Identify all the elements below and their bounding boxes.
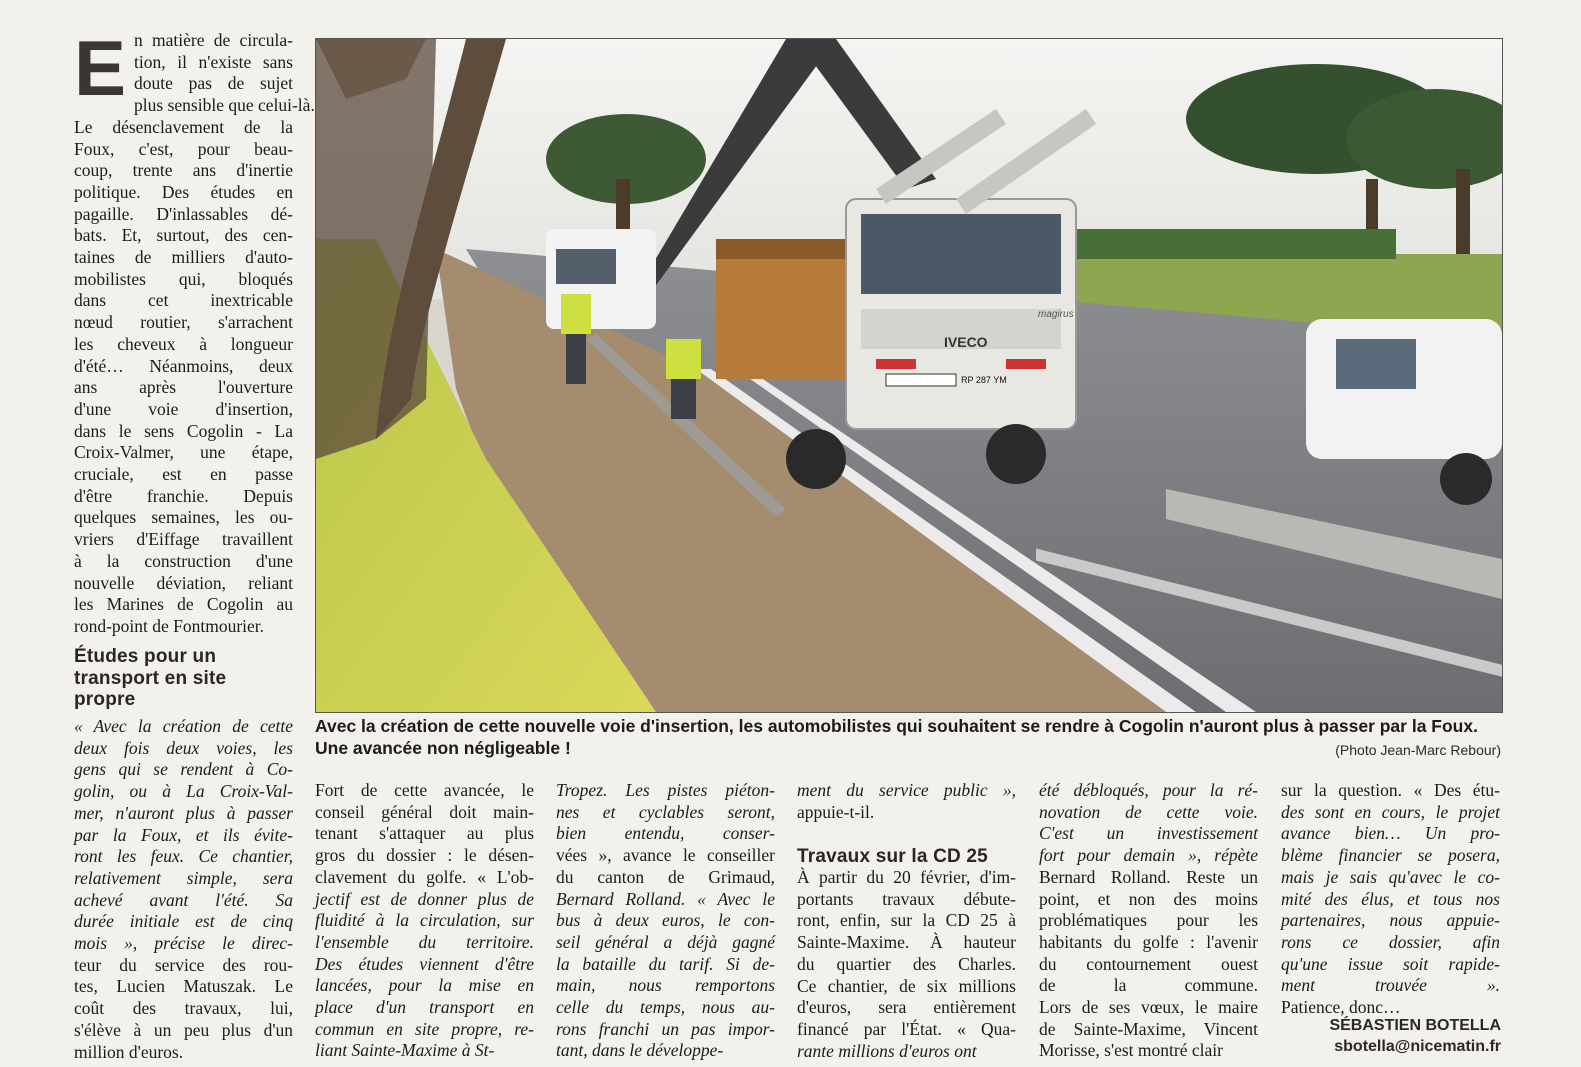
- text-line: d'euros, sera entièrement: [797, 997, 1016, 1018]
- text-line: durée initiale est de cinq: [74, 911, 293, 932]
- truck-model-label: magirus: [1038, 309, 1074, 320]
- text-line: s'élève à un peu plus d'un: [74, 1019, 293, 1040]
- column-5: [1039, 780, 1258, 1062]
- text-line: Fort de cette avancée, le: [315, 780, 534, 800]
- text-line: politique. Des études en: [74, 181, 293, 202]
- photo-caption: Avec la création de cette nouvelle voie d'insertion, les automobilistes qui souhaitent se rendre à Cogolin n'auront plus à passer par la Foux. Une avancée non négligeable !: [315, 716, 1478, 758]
- text-line: du contournement ouest: [1039, 953, 1258, 974]
- text-line: par la Foux, et ils évite-: [74, 824, 293, 845]
- text-line: achevé avant l'été. Sa: [74, 889, 293, 910]
- author-email[interactable]: sbotella@nicematin.fr: [1334, 1038, 1501, 1055]
- text-line: Foux, c'est, pour beau-: [74, 138, 293, 159]
- text-line: À partir du 20 février, d'im-: [797, 867, 1016, 887]
- text-line: problématiques pour les: [1039, 910, 1258, 931]
- text-line: des sont en cours, le projet: [1281, 801, 1500, 822]
- text-line: cruciale, est en passe: [74, 464, 293, 485]
- text-line: vriers d'Eiffage travaillent: [74, 529, 293, 550]
- text-line: gens qui se rendent à Co-: [74, 759, 293, 780]
- text-line: Morisse, s'est montré clair: [1039, 1040, 1223, 1061]
- text-line: Sainte-Maxime. À hauteur: [797, 932, 1016, 953]
- text-line: Croix-Valmer, une étape,: [74, 442, 293, 463]
- subhead-travaux: Travaux sur la CD 25: [797, 846, 988, 867]
- text-line: d'être franchie. Depuis: [74, 485, 293, 506]
- text-line: coup, trente ans d'inertie: [74, 160, 293, 181]
- text-line: dans cet inextricable: [74, 290, 293, 311]
- text-line: celle du temps, nous au-: [556, 997, 775, 1018]
- column-6: [1281, 780, 1500, 1019]
- text-line: jectif est de donner plus de: [315, 888, 534, 909]
- text-line: portants travaux débute-: [797, 888, 1016, 909]
- text-line: ront, enfin, sur la CD 25 à: [797, 910, 1016, 931]
- text-line: fluidité à la circulation, sur: [315, 910, 534, 931]
- license-plate: RP 287 YM: [961, 375, 1007, 385]
- text-line: Patience, donc…: [1281, 997, 1401, 1018]
- text-line: mobilistes qui, bloqués: [74, 268, 293, 289]
- text-line: bus à deux euros, le con-: [556, 910, 775, 931]
- text-line: ront les feux. Ce chantier,: [74, 846, 293, 867]
- text-line: clavement du golfe. « L'ob-: [315, 866, 534, 887]
- text-line: ment du service public »,: [797, 780, 1016, 800]
- text-line: taines de milliers d'auto-: [74, 247, 293, 268]
- text-line: doute pas de sujet: [134, 73, 293, 94]
- text-line: Bernard Rolland. Reste un: [1039, 866, 1258, 887]
- subhead-etudes: Études pour un transport en site propre: [74, 646, 227, 710]
- column-3: [556, 780, 775, 1062]
- text-line: Le désenclavement de la: [74, 116, 293, 137]
- column-4: [797, 780, 1016, 823]
- text-line: été débloqués, pour la ré-: [1039, 780, 1258, 800]
- text-line: appuie-t-il.: [797, 801, 875, 822]
- text-line: plus sensible que celui-là.: [134, 95, 315, 116]
- text-line: rons ce dossier, afin: [1281, 931, 1500, 952]
- text-line: Bernard Rolland. « Avec le: [556, 888, 775, 909]
- text-line: deux fois deux voies, les: [74, 737, 293, 758]
- truck-bed: [716, 239, 846, 379]
- worker-vest: [561, 294, 591, 334]
- construction-photo: [315, 38, 1503, 713]
- text-line: bats. Et, surtout, des cen-: [74, 225, 293, 246]
- hedge: [1076, 229, 1396, 259]
- intro-column: [74, 24, 315, 638]
- intro-paragraph: [74, 24, 315, 638]
- text-line: relativement simple, sera: [74, 867, 293, 888]
- text-line: liant Sainte-Maxime à St-: [315, 1040, 495, 1061]
- text-line: place d'un transport en: [315, 997, 534, 1018]
- text-line: seil général a déjà gagné: [556, 931, 775, 952]
- text-line: main, nous remportons: [556, 975, 775, 996]
- text-line: tion, il n'existe sans: [134, 51, 293, 72]
- text-line: vées », avance le conseiller: [556, 845, 775, 866]
- text-line: de la commune.: [1039, 975, 1258, 996]
- column-1-quote: [74, 716, 293, 1063]
- text-line: les Marines de Cogolin au: [74, 594, 293, 615]
- text-line: de Sainte-Maxime, Vincent: [1039, 1018, 1258, 1039]
- text-line: partenaires, nous appuie-: [1281, 910, 1500, 931]
- text-line: teur du service des rou-: [74, 954, 293, 975]
- text-line: sur la question. « Des étu-: [1281, 780, 1500, 800]
- text-line: Tropez. Les pistes piéton-: [556, 780, 775, 800]
- photo-credit: (Photo Jean-Marc Rebour): [1335, 742, 1501, 758]
- text-line: gros du dossier : le désen-: [315, 845, 534, 866]
- drop-cap: E: [74, 24, 127, 112]
- text-line: à la construction d'une: [74, 550, 293, 571]
- text-line: Ce chantier, de six millions: [797, 975, 1016, 996]
- text-line: blème financier se posera,: [1281, 845, 1500, 866]
- text-line: C'est un investissement: [1039, 823, 1258, 844]
- text-line: tant, dans le développe-: [556, 1040, 724, 1061]
- text-line: avance bien… Un pro-: [1281, 823, 1500, 844]
- column-2: [315, 780, 534, 1062]
- text-line: million d'euros.: [74, 1041, 184, 1062]
- worker-vest: [666, 339, 701, 379]
- text-line: Des études viennent d'être: [315, 953, 534, 974]
- text-line: tes, Lucien Matuszak. Le: [74, 976, 293, 997]
- text-line: rond-point de Fontmourier.: [74, 615, 265, 636]
- text-line: mais je sais qu'avec le co-: [1281, 866, 1500, 887]
- text-line: bien entendu, conser-: [556, 823, 775, 844]
- text-line: conseil général doit main-: [315, 801, 534, 822]
- text-line: coût des travaux, lui,: [74, 998, 293, 1019]
- text-line: n matière de circula-: [134, 30, 293, 50]
- text-line: mer, n'auront plus à passer: [74, 802, 293, 823]
- text-line: les cheveux à longueur: [74, 333, 293, 354]
- text-line: habitants du golfe : l'avenir: [1039, 931, 1258, 952]
- text-line: la bataille du tarif. Si de-: [556, 953, 775, 974]
- text-line: commun en site propre, re-: [315, 1018, 534, 1039]
- text-line: mois », précise le direc-: [74, 933, 293, 954]
- text-line: l'ensemble du territoire.: [315, 931, 534, 952]
- author-name: SÉBASTIEN BOTELLA: [1329, 1017, 1501, 1034]
- text-line: d'une voie d'insertion,: [74, 398, 293, 419]
- text-line: dans le sens Cogolin - La: [74, 420, 293, 441]
- text-line: quelques semaines, les ou-: [74, 507, 293, 528]
- text-line: ans après l'ouverture: [74, 377, 293, 398]
- text-line: fort pour demain », répète: [1039, 845, 1258, 866]
- text-line: nouvelle déviation, reliant: [74, 572, 293, 593]
- text-line: rante millions d'euros ont: [797, 1040, 977, 1061]
- text-line: financé par l'État. « Qua-: [797, 1018, 1016, 1039]
- text-line: mité des élus, et tous nos: [1281, 888, 1500, 909]
- text-line: d'été… Néanmoins, deux: [74, 355, 293, 376]
- text-line: Lors de ses vœux, le maire: [1039, 997, 1258, 1018]
- text-line: novation de cette voie.: [1039, 801, 1258, 822]
- text-line: point, et non des moins: [1039, 888, 1258, 909]
- text-line: nes et cyclables seront,: [556, 801, 775, 822]
- text-line: golin, ou à La Croix-Val-: [74, 781, 293, 802]
- text-line: « Avec la création de cette: [74, 716, 293, 736]
- truck-brand-label: IVECO: [944, 334, 988, 350]
- text-line: tenant s'attaquer au plus: [315, 823, 534, 844]
- text-line: qu'une issue soit rapide-: [1281, 953, 1500, 974]
- text-line: nœud routier, s'arrachent: [74, 312, 293, 333]
- text-line: rons franchi un pas impor-: [556, 1018, 775, 1039]
- text-line: lancées, pour la mise en: [315, 975, 534, 996]
- column-4-body: [797, 867, 1016, 1062]
- text-line: ment trouvée ».: [1281, 975, 1500, 996]
- text-line: du canton de Grimaud,: [556, 866, 775, 887]
- text-line: pagaille. D'inlassables dé-: [74, 203, 293, 224]
- text-line: du quartier des Charles.: [797, 953, 1016, 974]
